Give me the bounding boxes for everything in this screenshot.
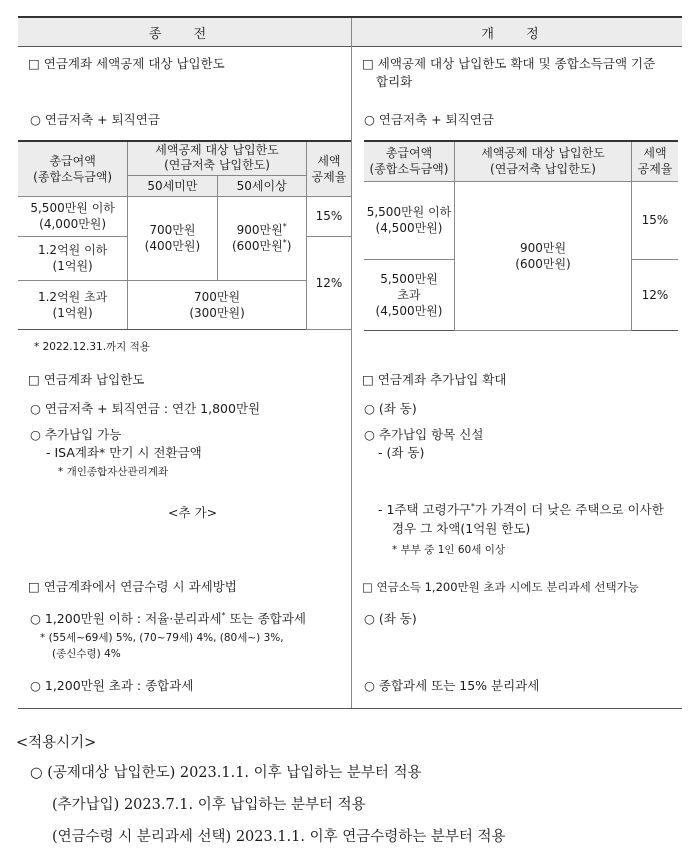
left-r23-rate: 12% — [306, 237, 351, 330]
left-section1-sub: ○ 연금저축 + 퇴직연금 — [30, 112, 160, 127]
right-r1-income: 5,500만원 이하 (4,500만원) — [364, 181, 455, 259]
right-section3-line1: ○ (좌 동) — [364, 611, 417, 626]
right-section2-title: □ 연금계좌 추가납입 확대 — [362, 372, 507, 387]
left-section2-line2: ○ 추가납입 가능 — [30, 427, 122, 442]
right-section2-line1: ○ (좌 동) — [364, 401, 417, 416]
left-r3-income: 1.2억원 초과 (1억원) — [18, 280, 128, 329]
right-section2-note: * 부부 중 1인 60세 이상 — [392, 544, 505, 556]
apply-period-line2: (추가납입) 2023.7.1. 이후 납입하는 분부터 적용 — [52, 797, 366, 813]
right-section2-line4: - 1주택 고령가구*가 가격이 더 낮은 주택으로 이사한 — [378, 502, 664, 517]
left-section1-title: □ 연금계좌 세액공제 대상 납입한도 — [28, 56, 225, 71]
right-r2-rate: 12% — [632, 259, 679, 330]
header-after: 개 정 — [352, 18, 682, 47]
left-section3-title: □ 연금계좌에서 연금수령 시 과세방법 — [28, 579, 237, 594]
left-r12-over50: 900만원* (600만원*) — [217, 196, 306, 280]
apply-period-line3: (연금수령 시 분리과세 선택) 2023.1.1. 이후 연금수령하는 분부터 적용 — [52, 829, 506, 845]
right-section3-title: □ 연금소득 1,200만원 초과 시에도 분리과세 선택가능 — [362, 580, 639, 594]
right-section2-line3: - (좌 동) — [378, 445, 425, 460]
right-section1-sub: ○ 연금저축 + 퇴직연금 — [364, 112, 494, 127]
left-th-over50: 50세이상 — [217, 175, 306, 196]
left-section2-title: □ 연금계좌 납입한도 — [28, 372, 145, 387]
left-r1-rate: 15% — [306, 196, 351, 236]
left-section2-line1: ○ 연금저축 + 퇴직연금 : 연간 1,800만원 — [30, 401, 261, 416]
left-section3-note2: (종신수령) 4% — [52, 648, 121, 660]
left-section3-line1: ○ 1,200만원 이하 : 저율·분리과세* 또는 종합과세 — [30, 611, 306, 626]
right-r1-rate: 15% — [632, 181, 679, 259]
header-before: 종 전 — [18, 18, 352, 47]
left-th-under50: 50세미만 — [128, 175, 217, 196]
comparison-table — [18, 16, 682, 709]
left-r2-income: 1.2억원 이하 (1억원) — [18, 237, 128, 281]
right-limit: 900만원 (600만원) — [455, 181, 632, 330]
left-section2-add: <추 가> — [168, 505, 218, 520]
left-r12-under50: 700만원 (400만원) — [128, 196, 217, 280]
right-th-income: 총급여액 (종합소득금액) — [364, 141, 455, 181]
right-section2-line5: 경우 그 차액(1억원 한도) — [392, 521, 531, 536]
apply-period-line1: ○ (공제대상 납입한도) 2023.1.1. 이후 납입하는 분부터 적용 — [30, 765, 422, 781]
left-note-deadline: * 2022.12.31.까지 적용 — [34, 341, 150, 353]
left-section3-line2: ○ 1,200만원 초과 : 종합과세 — [30, 678, 194, 693]
left-th-limit: 세액공제 대상 납입한도 (연금저축 납입한도) — [128, 141, 307, 175]
left-section2-line3: - ISA계좌* 만기 시 전환금액 — [46, 445, 202, 460]
apply-period-title: <적용시기> — [16, 735, 97, 751]
left-r1-income: 5,500만원 이하 (4,000만원) — [18, 196, 128, 236]
right-section1-title-line2: 합리화 — [376, 74, 413, 89]
left-section2-note: * 개인종합자산관리계좌 — [58, 466, 169, 478]
left-section3-note1: * (55세~69세) 5%, (70~79세) 4%, (80세~) 3%, — [40, 632, 284, 644]
right-section3-line2: ○ 종합과세 또는 15% 분리과세 — [364, 678, 540, 693]
left-th-income: 총급여액 (종합소득금액) — [18, 141, 128, 196]
right-th-limit: 세액공제 대상 납입한도 (연금저축 납입한도) — [455, 141, 632, 181]
right-r2-income: 5,500만원 초과 (4,500만원) — [364, 259, 455, 330]
left-limit-table — [18, 140, 351, 330]
left-th-rate: 세액 공제율 — [306, 141, 351, 196]
left-r3-limit: 700만원 (300만원) — [128, 280, 307, 329]
column-divider — [351, 46, 352, 708]
right-th-rate: 세액 공제율 — [632, 141, 679, 181]
right-limit-table — [364, 140, 678, 331]
right-section2-line2: ○ 추가납입 항목 신설 — [364, 427, 484, 442]
right-section1-title-line1: □ 세액공제 대상 납입한도 확대 및 종합소득금액 기준 — [362, 56, 656, 71]
